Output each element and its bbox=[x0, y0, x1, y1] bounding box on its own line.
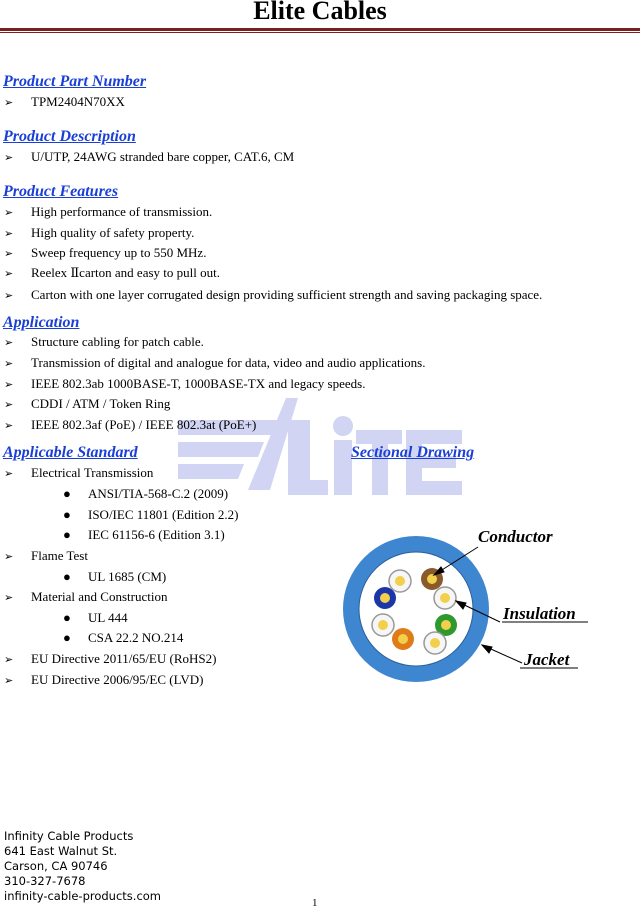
sub-list-item: ● IEC 61156-6 (Edition 3.1) bbox=[63, 527, 225, 542]
arrow-bullet-icon: ➢ bbox=[4, 357, 14, 370]
arrow-bullet-icon: ➢ bbox=[4, 419, 14, 432]
arrow-bullet-icon: ➢ bbox=[4, 336, 14, 349]
dot-bullet-icon: ● bbox=[63, 527, 71, 542]
arrow-bullet-icon: ➢ bbox=[4, 550, 14, 563]
arrow-bullet-icon: ➢ bbox=[4, 289, 14, 302]
list-item: ➢ U/UTP, 24AWG stranded bare copper, CAT.6, CM bbox=[4, 149, 295, 164]
footer-company: Infinity Cable Products bbox=[4, 829, 134, 843]
footer-city: Carson, CA 90746 bbox=[4, 859, 108, 873]
list-item: ➢ IEEE 802.3ab 1000BASE-T, 1000BASE-TX and legacy speeds. bbox=[4, 376, 366, 391]
sub-list-item: ● UL 1685 (CM) bbox=[63, 569, 167, 584]
arrow-bullet-icon: ➢ bbox=[4, 674, 14, 687]
document-title: Elite Cables bbox=[253, 0, 387, 25]
company-footer bbox=[4, 829, 161, 904]
arrow-bullet-icon: ➢ bbox=[4, 591, 14, 604]
list-item: ➢ High quality of safety property. bbox=[4, 225, 195, 240]
list-item: ➢ EU Directive 2011/65/EU (RoHS2) bbox=[4, 651, 217, 666]
heading-part-number: Product Part Number bbox=[3, 73, 147, 90]
dot-bullet-icon: ● bbox=[63, 507, 71, 522]
list-item: ➢ Reelex Ⅱcarton and easy to pull out. bbox=[4, 265, 220, 280]
list-item: ➢ TPM2404N70XX bbox=[4, 94, 125, 109]
list-item: ➢ Carton with one layer corrugated design providing sufficient strength and saving packaging space. bbox=[4, 287, 543, 302]
dot-bullet-icon: ● bbox=[63, 610, 71, 625]
label-jacket: Jacket bbox=[524, 650, 570, 669]
arrow-bullet-icon: ➢ bbox=[4, 206, 14, 219]
sub-list-item: ● ANSI/TIA-568-C.2 (2009) bbox=[63, 486, 229, 501]
sub-list-item: ● UL 444 bbox=[63, 610, 128, 625]
arrow-bullet-icon: ➢ bbox=[4, 151, 14, 164]
arrow-bullet-icon: ➢ bbox=[4, 227, 14, 240]
footer-website: infinity-cable-products.com bbox=[4, 889, 162, 903]
arrow-bullet-icon: ➢ bbox=[4, 653, 14, 666]
arrow-bullet-icon: ➢ bbox=[4, 378, 14, 391]
list-item: ➢ Sweep frequency up to 550 MHz. bbox=[4, 245, 207, 260]
page-number: 1 bbox=[312, 897, 318, 909]
dot-bullet-icon: ● bbox=[63, 569, 71, 584]
list-item: ➢ Structure cabling for patch cable. bbox=[4, 334, 204, 349]
heading-sectional-drawing: Sectional Drawing bbox=[351, 444, 475, 461]
sub-list-item: ● ISO/IEC 11801 (Edition 2.2) bbox=[63, 507, 239, 522]
list-item: ➢ Transmission of digital and analogue for data, video and audio applications. bbox=[4, 355, 426, 370]
arrow-bullet-icon: ➢ bbox=[4, 467, 14, 480]
arrow-bullet-icon: ➢ bbox=[4, 267, 14, 280]
list-item: ➢ Electrical Transmission bbox=[4, 465, 154, 480]
heading-application: Application bbox=[3, 314, 80, 331]
label-conductor: Conductor bbox=[478, 527, 553, 546]
list-item: ➢ Flame Test bbox=[4, 548, 88, 563]
heading-features: Product Features bbox=[3, 183, 119, 200]
list-item: ➢ CDDI / ATM / Token Ring bbox=[4, 396, 171, 411]
list-item: ➢ High performance of transmission. bbox=[4, 204, 213, 219]
cable-core bbox=[359, 552, 473, 666]
arrow-bullet-icon: ➢ bbox=[4, 398, 14, 411]
sub-list-item: ● CSA 22.2 NO.214 bbox=[63, 630, 184, 645]
arrow-bullet-icon: ➢ bbox=[4, 247, 14, 260]
footer-phone: 310-327-7678 bbox=[4, 874, 86, 888]
footer-street: 641 East Walnut St. bbox=[4, 844, 118, 858]
heading-applicable-standard: Applicable Standard bbox=[3, 444, 138, 461]
arrow-bullet-icon: ➢ bbox=[4, 96, 14, 109]
label-insulation: Insulation bbox=[503, 604, 576, 623]
list-item: ➢ Material and Construction bbox=[4, 589, 168, 604]
heading-description: Product Description bbox=[3, 128, 136, 145]
list-item: ➢ IEEE 802.3af (PoE) / IEEE 802.3at (PoE+) bbox=[4, 417, 257, 432]
cable-cross-section-drawing bbox=[340, 525, 640, 715]
title-rule-thin bbox=[0, 32, 640, 33]
list-item: ➢ EU Directive 2006/95/EC (LVD) bbox=[4, 672, 204, 687]
title-rule bbox=[0, 28, 640, 31]
dot-bullet-icon: ● bbox=[63, 630, 71, 645]
dot-bullet-icon: ● bbox=[63, 486, 71, 501]
